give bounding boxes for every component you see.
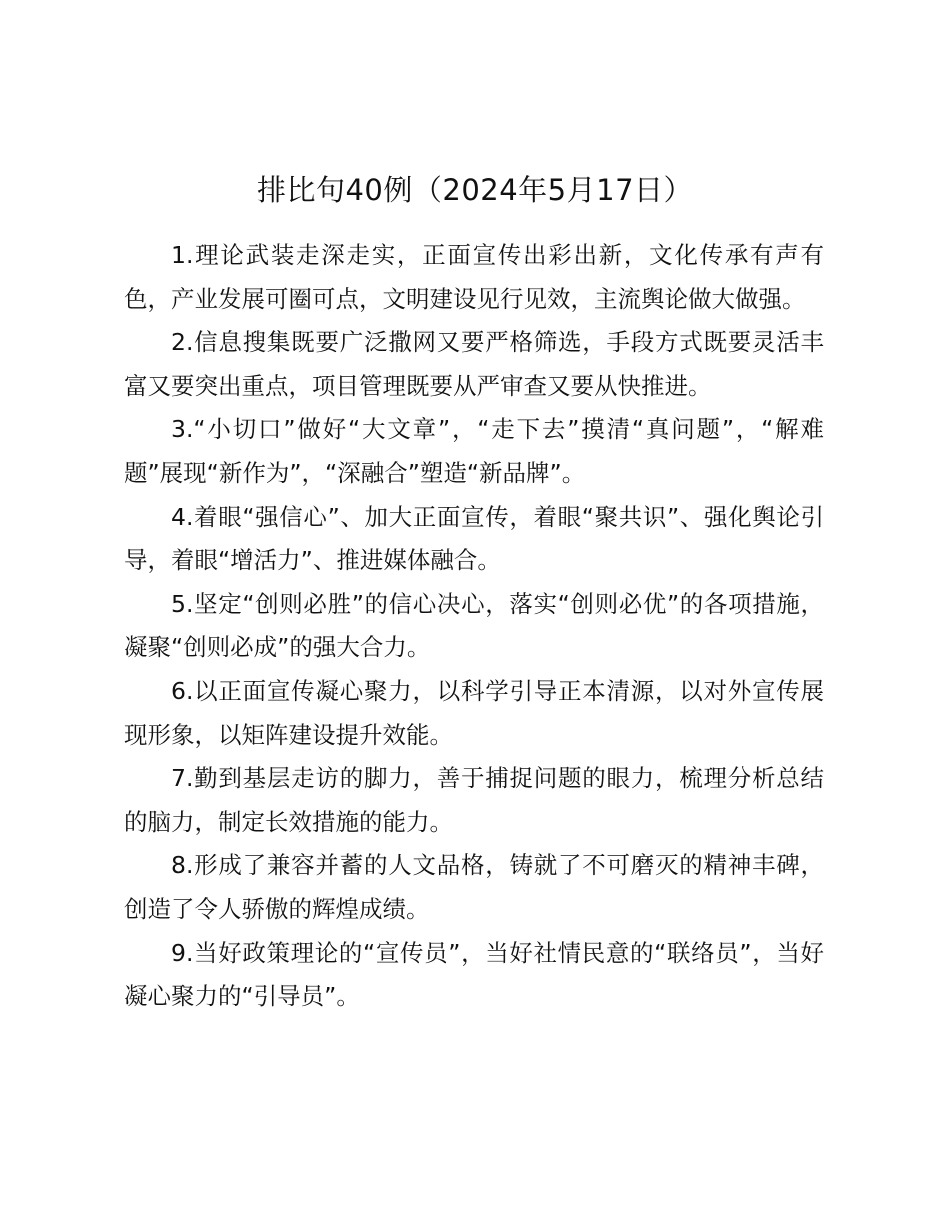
paragraph-7: 7.勤到基层走访的脚力，善于捕捉问题的眼力，梳理分析总结的脑力，制定长效措施的能力。 <box>124 764 824 836</box>
paragraph-2: 2.信息搜集既要广泛撒网又要严格筛选，手段方式既要灵活丰富又要突出重点，项目管理既要从严审查又要从快推进。 <box>124 328 824 400</box>
paragraph-4: 4.着眼“强信心”、加大正面宣传，着眼“聚共识”、强化舆论引导，着眼“增活力”、推进媒体融合。 <box>124 502 824 575</box>
paragraph-8: 8.形成了兼容并蓄的人文品格，铸就了不可磨灭的精神丰碑，创造了令人骄傲的辉煌成绩。 <box>124 851 824 923</box>
document-body <box>124 234 824 1019</box>
paragraph-9: 9.当好政策理论的“宣传员”，当好社情民意的“联络员”，当好凝心聚力的“引导员”。 <box>124 938 824 1011</box>
paragraph-5: 5.坚定“创则必胜”的信心决心，落实“创则必优”的各项措施，凝聚“创则必成”的强大合力。 <box>124 589 824 662</box>
paragraph-6: 6.以正面宣传凝心聚力，以科学引导正本清源，以对外宣传展现形象，以矩阵建设提升效能。 <box>124 676 824 749</box>
paragraph-1: 1.理论武装走深走实，正面宣传出彩出新，文化传承有声有色，产业发展可圈可点，文明建设见行见效，主流舆论做大做强。 <box>124 241 824 313</box>
document-title: 排比句40例（2024年5月17日） <box>256 173 694 207</box>
paragraph-3: 3.“小切口”做好“大文章”，“走下去”摸清“真问题”，“解难题”展现“新作为”，“深融合”塑造“新品牌”。 <box>124 415 824 487</box>
